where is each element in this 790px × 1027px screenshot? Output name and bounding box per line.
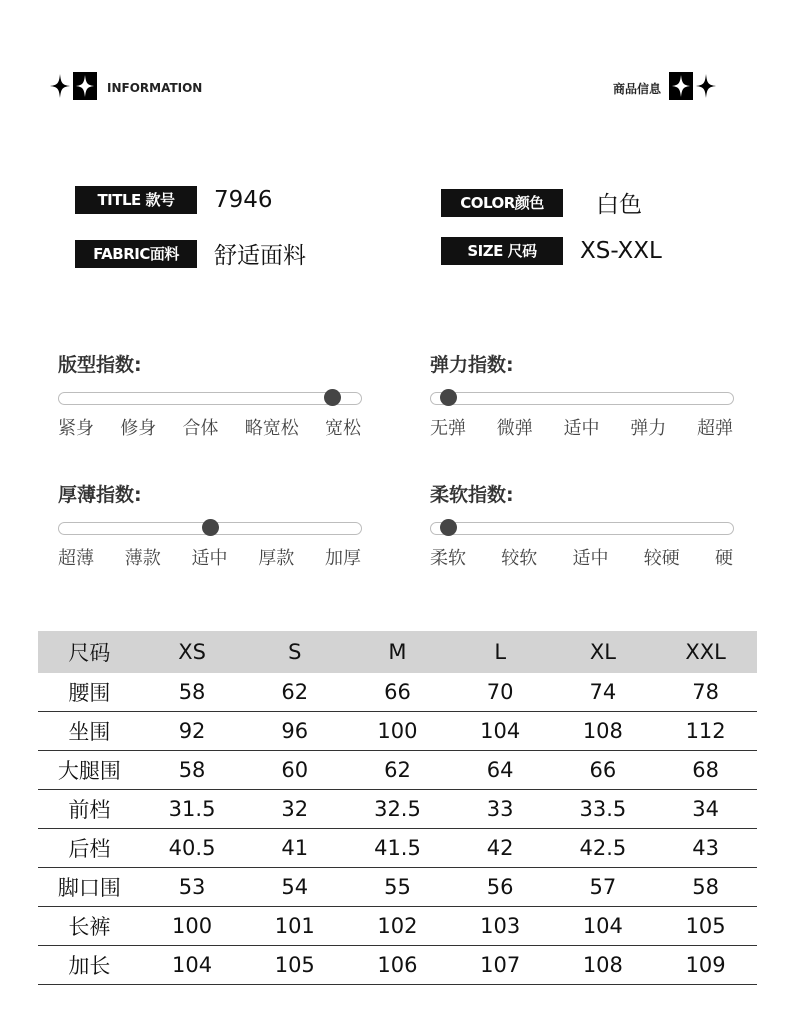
header-right [613,72,716,100]
info-size [441,237,662,265]
meter-tick-label: 合体 [182,418,219,439]
table-header-cell: M [346,631,449,673]
meter-title: 柔软指数: [430,484,514,506]
table-cell: 43 [654,829,757,868]
meter-tick-label: 适中 [563,418,600,439]
table-cell: 96 [243,712,346,751]
meter-tick-label: 超薄 [58,548,94,569]
table-cell: 33.5 [552,790,655,829]
table-cell: 104 [141,946,244,985]
color-value: 白色 [596,192,642,218]
meter-tick-label: 适中 [572,548,609,569]
meter-tick-label: 适中 [191,548,228,569]
table-cell: 101 [243,907,346,946]
fit-index-meter [58,350,363,440]
meter-tick-label: 超弹 [697,418,733,439]
table-row [38,829,757,868]
table-cell: 78 [654,673,757,712]
four-point-star-icon [696,74,716,98]
meter-knob [202,519,219,536]
table-cell: 109 [654,946,757,985]
meter-tick-label: 加厚 [325,548,361,569]
table-cell: 108 [552,712,655,751]
table-row-label: 长裤 [38,907,141,946]
table-cell: 58 [654,868,757,907]
table-cell: 104 [552,907,655,946]
table-cell: 66 [552,751,655,790]
meter-title: 版型指数: [58,354,142,376]
table-header-cell: L [449,631,552,673]
table-cell: 74 [552,673,655,712]
table-cell: 62 [243,673,346,712]
meter-tick-label: 柔软 [430,548,466,569]
table-row-label: 加长 [38,946,141,985]
fabric-value: 舒适面料 [214,243,306,269]
meter-tick-label: 微弹 [496,418,533,439]
softness-index-meter [430,480,735,570]
meter-track [58,392,362,405]
meter-tick-label: 硬 [715,548,733,569]
table-cell: 100 [141,907,244,946]
meter-tick-label: 略宽松 [244,418,299,439]
table-cell: 55 [346,868,449,907]
info-fabric [75,237,306,270]
table-row [38,673,757,712]
header-product-info-text: 商品信息 [612,81,661,96]
table-cell: 54 [243,868,346,907]
meter-title: 厚薄指数: [58,484,142,506]
table-cell: 42 [449,829,552,868]
meter-tick-label: 宽松 [325,418,361,439]
header-information-text: INFORMATION [107,81,203,95]
table-cell: 103 [449,907,552,946]
table-body [38,673,757,985]
title-label: TITLE 款号 [75,186,197,214]
table-cell: 107 [449,946,552,985]
table-row-label: 脚口围 [38,868,141,907]
table-row-label: 腰围 [38,673,141,712]
table-cell: 66 [346,673,449,712]
table-cell: 40.5 [141,829,244,868]
table-cell: 42.5 [552,829,655,868]
table-row [38,868,757,907]
table-cell: 33 [449,790,552,829]
table-row-label: 坐围 [38,712,141,751]
info-title [75,186,273,214]
table-header-cell: XXL [654,631,757,673]
table-cell: 41 [243,829,346,868]
table-cell: 31.5 [141,790,244,829]
table-cell: 112 [654,712,757,751]
size-label: SIZE 尺码 [441,237,563,265]
four-point-star-icon [50,74,70,98]
four-point-star-box-icon [73,72,97,100]
table-cell: 56 [449,868,552,907]
info-color [441,186,642,219]
table-cell: 108 [552,946,655,985]
table-cell: 100 [346,712,449,751]
table-cell: 64 [449,751,552,790]
table-header-cell: 尺码 [38,631,141,673]
meter-tick-label: 修身 [120,418,157,439]
table-cell: 106 [346,946,449,985]
meter-track [430,522,734,535]
table-header-cell: XL [552,631,655,673]
table-row [38,712,757,751]
table-header-cell: XS [141,631,244,673]
meter-title: 弹力指数: [430,354,514,376]
table-cell: 105 [654,907,757,946]
table-cell: 32 [243,790,346,829]
header-left [50,72,202,100]
table-cell: 70 [449,673,552,712]
fabric-label: FABRIC面料 [75,240,197,268]
table-row [38,946,757,985]
table-cell: 53 [141,868,244,907]
size-table [38,631,757,985]
table-row [38,790,757,829]
table-row [38,907,757,946]
table-cell: 32.5 [346,790,449,829]
meter-tick-label: 较软 [501,548,538,569]
meter-tick-label: 弹力 [630,418,667,439]
meter-tick-label: 厚款 [258,548,295,569]
table-cell: 62 [346,751,449,790]
table-row [38,751,757,790]
table-cell: 58 [141,673,244,712]
table-cell: 92 [141,712,244,751]
four-point-star-box-icon [669,72,693,100]
table-row-label: 后档 [38,829,141,868]
table-cell: 68 [654,751,757,790]
meter-tick-label: 无弹 [430,418,466,439]
table-cell: 58 [141,751,244,790]
table-row-label: 前档 [38,790,141,829]
elasticity-index-meter [430,350,735,440]
table-row-label: 大腿围 [38,751,141,790]
meter-tick-label: 薄款 [124,548,161,569]
meter-tick-label: 紧身 [58,418,94,439]
table-cell: 41.5 [346,829,449,868]
meter-track [58,522,362,535]
meter-knob [440,519,457,536]
meter-tick-label: 较硬 [643,548,680,569]
table-header-row [38,631,757,673]
table-cell: 34 [654,790,757,829]
table-cell: 60 [243,751,346,790]
table-cell: 105 [243,946,346,985]
size-value: XS-XXL [580,238,662,264]
table-header-cell: S [243,631,346,673]
table-cell: 104 [449,712,552,751]
title-value: 7946 [214,187,273,213]
table-cell: 102 [346,907,449,946]
table-cell: 57 [552,868,655,907]
meter-track [430,392,734,405]
color-label: COLOR颜色 [441,189,563,217]
meter-knob [324,389,341,406]
thickness-index-meter [58,480,363,570]
meter-knob [440,389,457,406]
